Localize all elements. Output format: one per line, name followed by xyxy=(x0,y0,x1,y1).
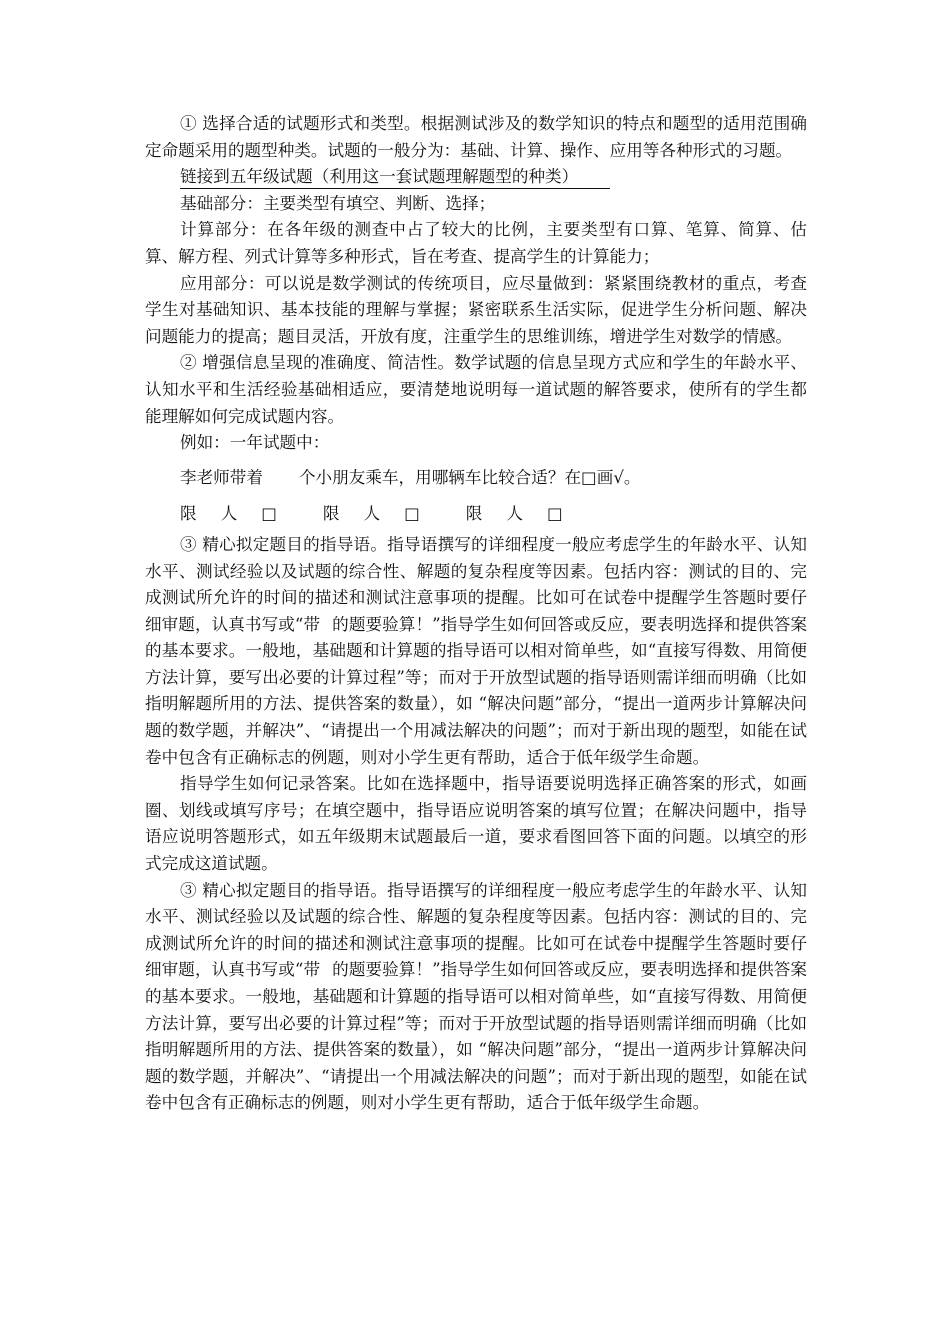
limit-options-row xyxy=(145,501,807,528)
limit-option-2 xyxy=(323,501,420,528)
limit-char: 限 xyxy=(180,504,197,524)
limit-char: 限 xyxy=(322,504,340,524)
paragraph-guidance-2 xyxy=(145,878,807,1117)
limit-option-3 xyxy=(466,501,563,528)
paragraph-select-question-type: ① 选择合适的试题形式和类型。根据测试涉及的数学知识的特点和题型的适用范围确定命题采用的题型种类。试题的一般分为：基础、计算、操作、应用等各种形式的习题。 xyxy=(145,114,807,160)
paragraph-basic-part: 基础部分：主要类型有填空、判断、选择； xyxy=(180,193,496,213)
guidance-1-part-a: ③ 精心拟定题目的指导语。指导语撰写的详细程度一般应考虑学生的年龄水平、认知水平、测试经验以及试题的综合性、解题的复杂程度等因素。包括内容：测试的目的、完成测试所允许的时间的描述和测试注意事项的提醒。比如可在试卷中提醒学生答题时要仔细审题，认真书写或“带 xyxy=(145,534,807,634)
limit-option-1 xyxy=(180,501,277,528)
limit-char: 限 xyxy=(465,504,483,524)
document-page xyxy=(145,111,807,1117)
guidance-1-part-b: 的题要验算！”指导学生如何回答或反应，要表明选择和提供答案的基本要求。一般地，基础题和计算题的指导语可以相对简单些，如“直接写得数、用简便方法计算，要写出必要的计算过程”等；而对于开放型试题的指导语则需详细而明确（比如指明解题所用的方法、提供答案的数量），如 “解决问题”部分，“提出一道两步计算解决问题的数学题，并解决”、“请提出一个用减法解决的问题”；而对于新出现的题型，如能在试卷中包含有正确标志的例题，则对小学生更有帮助，适合于低年级学生命题。 xyxy=(145,614,808,767)
guidance-2-part-a: ③ 精心拟定题目的指导语。指导语撰写的详细程度一般应考虑学生的年龄水平、认知水平、测试经验以及试题的综合性、解题的复杂程度等因素。包括内容：测试的目的、完成测试所允许的时间的描述和测试注意事项的提醒。比如可在试卷中提醒学生答题时要仔细审题，认真书写或“带 xyxy=(145,880,807,980)
person-char: 人 xyxy=(506,504,523,524)
checkbox-1[interactable]: □ xyxy=(261,504,277,524)
person-char: 人 xyxy=(363,504,381,524)
example-text-a: 李老师带着 xyxy=(180,467,263,487)
paragraph-record-answer: 指导学生如何记录答案。比如在选择题中，指导语要说明选择正确答案的形式，如画圈、划线或填写序号；在填空题中，指导语应说明答案的填写位置；在解决问题中，指导语应说明答题形式，如五年级期末试题最后一道，要求看图回答下面的问题。以填空的形式完成这道试题。 xyxy=(145,774,807,874)
link-grade5-test[interactable]: 链接到五年级试题（利用这一套试题理解题型的种类） xyxy=(180,165,610,189)
checkbox-2[interactable]: □ xyxy=(404,504,420,524)
paragraph-guidance-1 xyxy=(145,532,807,771)
paragraph-info-presentation: ② 增强信息呈现的准确度、简洁性。数学试题的信息呈现方式应和学生的年龄水平、认知水平和生活经验基础相适应，要清楚地说明每一道试题的解答要求，使所有的学生都能理解如何完成试题内容。 xyxy=(145,353,807,426)
checkbox-3[interactable]: □ xyxy=(546,504,563,524)
paragraph-calc-part: 计算部分：在各年级的测查中占了较大的比例，主要类型有口算、笔算、简算、估算、解方程、列式计算等多种形式，旨在考查、提高学生的计算能力； xyxy=(145,220,807,266)
person-char: 人 xyxy=(220,504,238,524)
guidance-2-part-b: 的题要验算！”指导学生如何回答或反应，要表明选择和提供答案的基本要求。一般地，基础题和计算题的指导语可以相对简单些，如“直接写得数、用简便方法计算，要写出必要的计算过程”等；而对于开放型试题的指导语则需详细而明确（比如指明解题所用的方法、提供答案的数量），如 “解决问题”部分，“提出一道两步计算解决问题的数学题，并解决”、“请提出一个用减法解决的问题”；而对于新出现的题型，如能在试卷中包含有正确标志的例题，则对小学生更有帮助，适合于低年级学生命题。 xyxy=(145,960,808,1113)
example-text-b: 个小朋友乘车，用哪辆车比较合适？在□画√。 xyxy=(298,467,641,487)
paragraph-apply-part: 应用部分：可以说是数学测试的传统项目，应尽量做到：紧紧围绕教材的重点，考查学生对基础知识、基本技能的理解与掌握；紧密联系生活实际，促进学生分析问题、解决问题能力的提高；题目灵活，开放有度，注重学生的思维训练，增进学生对数学的情感。 xyxy=(145,273,807,346)
example-question xyxy=(145,465,807,492)
paragraph-example-intro: 例如：一年试题中： xyxy=(180,433,330,453)
